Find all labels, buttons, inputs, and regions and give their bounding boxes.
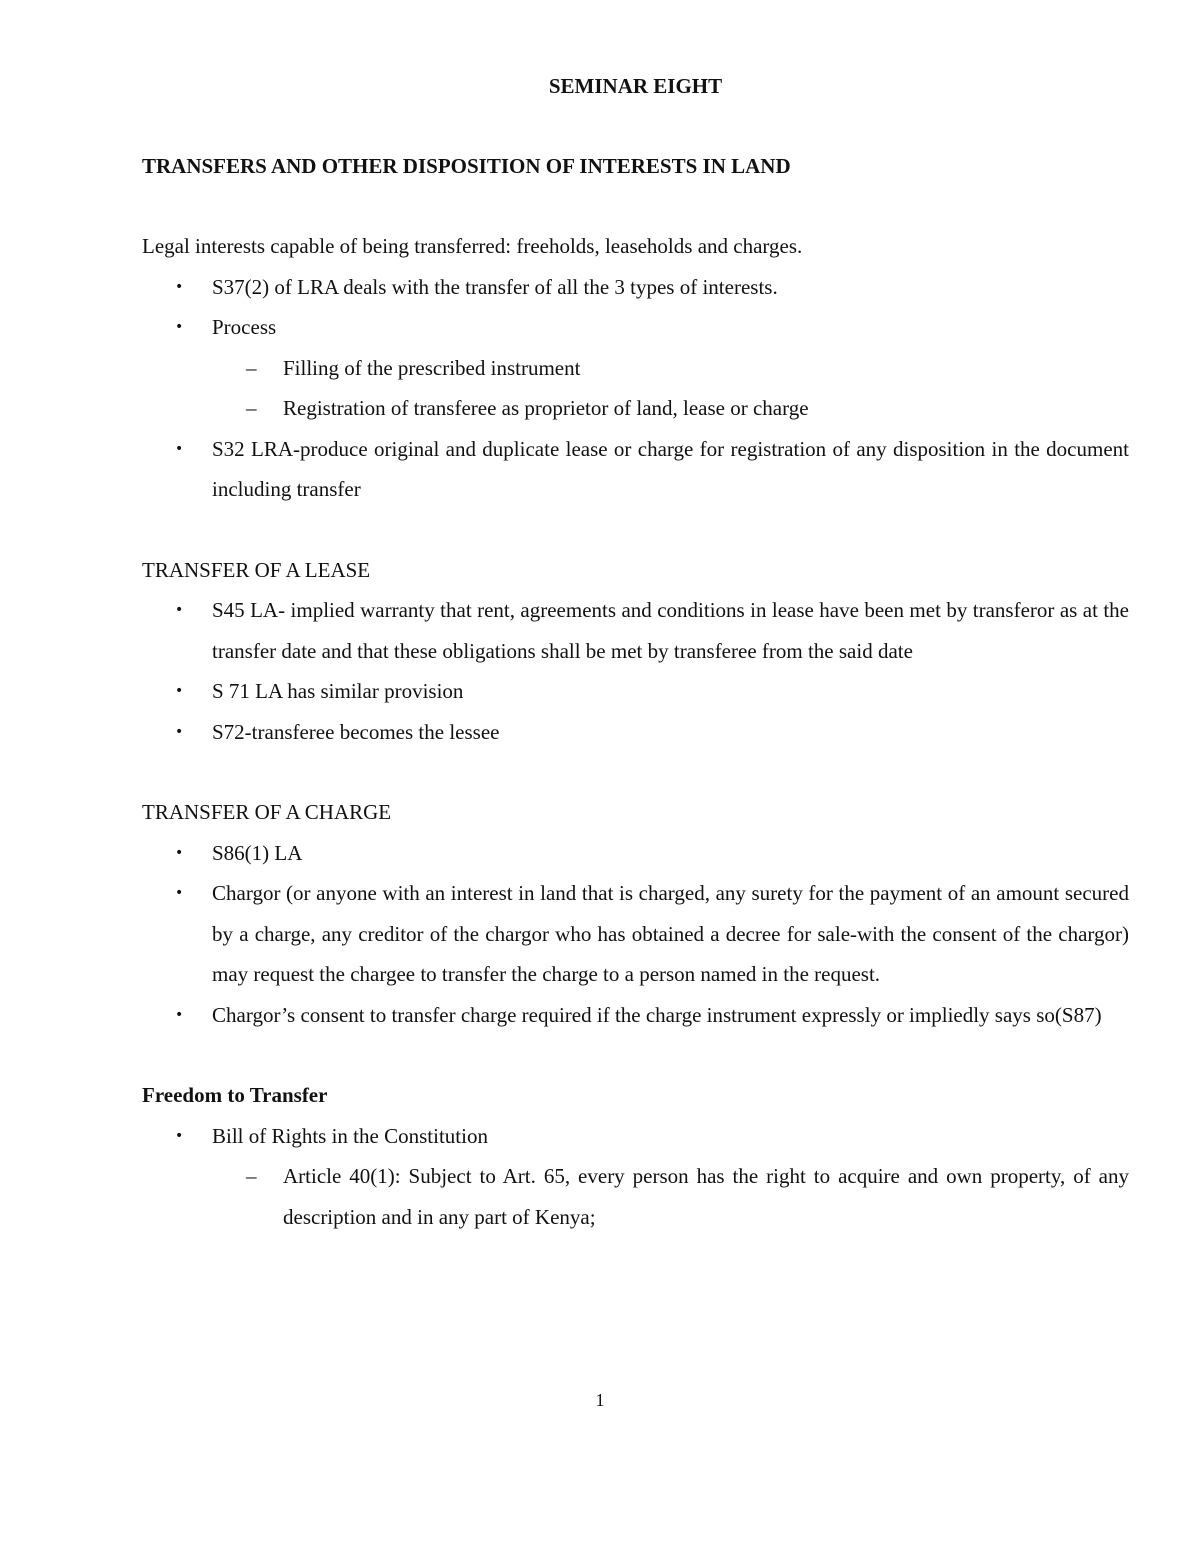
bullet-icon: • [175,723,184,740]
bullet-icon: • [175,440,184,457]
bullet-icon: • [175,844,184,861]
list-item-text: Article 40(1): Subject to Art. 65, every person has the right to acquire and own property, of any description and in any part of Kenya; [283,1164,1129,1229]
list-item-text: Process [212,315,277,339]
bullet-icon: • [175,885,184,901]
freedom-section-heading: Freedom to Transfer [142,1083,328,1107]
freedom-bullet-list [142,1116,1129,1157]
list-item-text: S45 LA- implied warranty that rent, agreements and conditions in lease have been met by transferor as at the transfer date and that these obligations shall be met by transferee from the said date [212,598,1129,663]
document-heading: TRANSFERS AND OTHER DISPOSITION OF INTERESTS IN LAND [142,154,791,178]
list-item [142,267,1129,308]
bullet-icon: • [175,602,184,618]
list-item [142,995,1129,1036]
charge-section-heading: TRANSFER OF A CHARGE [142,800,392,824]
list-item-text: S37(2) of LRA deals with the transfer of all the 3 types of interests. [212,274,778,299]
list-item [212,388,1129,429]
dash-icon: – [246,355,257,380]
dash-icon: – [246,1164,257,1188]
list-item [142,873,1129,995]
document-body [142,66,1129,1237]
list-item-text: Chargor (or anyone with an interest in land that is charged, any surety for the payment of an amount secured by a charge, any creditor of the chargor who has obtained a decree for sale-with the consent of the chargor) may request the chargee to transfer the charge to a person named in the request. [212,881,1129,986]
list-item-text: Chargor’s consent to transfer charge required if the charge instrument expressly or impliedly says so(S87) [212,1002,1102,1027]
lease-section-heading: TRANSFER OF A LEASE [142,557,371,582]
list-item-text: S72-transferee becomes the lessee [212,719,500,744]
page-number: 1 [595,1390,605,1410]
bullet-icon: • [175,1006,184,1023]
list-item [142,1116,1129,1157]
list-item [142,833,1129,874]
intro-paragraph: Legal interests capable of being transferred: freeholds, leaseholds and charges. [142,234,803,258]
list-item-text: Registration of transferee as proprietor of land, lease or charge [283,396,809,420]
list-item-text: Filling of the prescribed instrument [283,355,581,380]
bullet-icon: • [175,1127,184,1144]
bullet-icon: • [175,683,184,699]
list-item [212,348,1129,389]
bullet-icon: • [175,319,184,335]
document-title: SEMINAR EIGHT [548,74,723,98]
charge-bullet-list [142,833,1129,1036]
intro-bullet-list [142,267,1129,348]
list-item [142,429,1129,510]
list-item [142,590,1129,671]
list-item [142,307,1129,348]
dash-icon: – [246,396,257,420]
freedom-sub-list [142,1156,1129,1237]
list-item [142,671,1129,712]
list-item-text: S86(1) LA [212,840,303,865]
intro-bullet-list-continued [142,429,1129,510]
list-item-text: S32 LRA-produce original and duplicate lease or charge for registration of any disposition in the document including transfer [212,436,1129,501]
list-item-text: S 71 LA has similar provision [212,679,464,703]
list-item-text: Bill of Rights in the Constitution [212,1123,488,1148]
list-item [142,712,1129,753]
lease-bullet-list [142,590,1129,752]
process-step-list [142,348,1129,429]
list-item [212,1156,1129,1237]
bullet-icon: • [175,278,184,295]
